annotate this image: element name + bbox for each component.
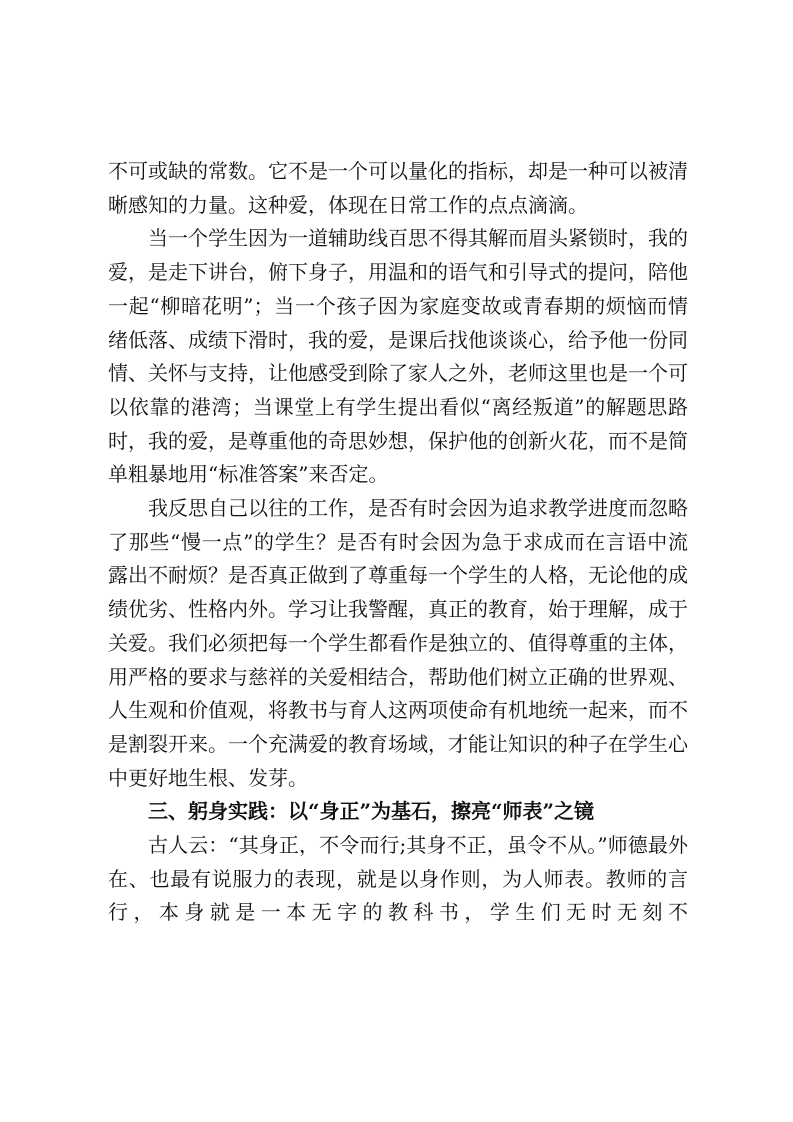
paragraph-ancient-saying: 古人云：“其身正，不令而行;其身不正，虽令不从。”师德最外在、也最有说服力的表现，就是以身作则，为人师表。教师的言行，本身就是一本无字的教科书，学生们无时无刻不: [108, 833, 688, 925]
paragraph-self-reflection: 我反思自己以往的工作，是否有时会因为追求教学进度而忽略了那些“慢一点”的学生？是否有时会因为急于求成而在言语中流露出不耐烦？是否真正做到了尊重每一个学生的人格，无论他的成绩优劣、性格内外。学习让我警醒，真正的教育，始于理解，成于关爱。我们必须把每一个学生都看作是独立的、值得尊重的主体，用严格的要求与慈祥的关爱相结合，帮助他们树立正确的世界观、人生观和价值观，将教书与育人这两项使命有机地统一起来，而不是割裂开来。一个充满爱的教育场域，才能让知识的种子在学生心中更好地生根、发芽。: [108, 496, 688, 790]
paragraph-continuation: 不可或缺的常数。它不是一个可以量化的指标，却是一种可以被清晰感知的力量。这种爱，体现在日常工作的点点滴滴。: [108, 159, 688, 217]
section-heading-3: 三、躬身实践：以“身正”为基石，擦亮“师表”之镜: [148, 799, 595, 824]
document-page: [108, 155, 688, 930]
paragraph-love-in-practice: 当一个学生因为一道辅助线百思不得其解而眉头紧锁时，我的爱，是走下讲台，俯下身子，用温和的语气和引导式的提问，陪他一起“柳暗花明”；当一个孩子因为家庭变故或青春期的烦恼而情绪低落、成绩下滑时，我的爱，是课后找他谈谈心，给予他一份同情、关怀与支持，让他感受到除了家人之外，老师这里也是一个可以依靠的港湾；当课堂上有学生提出看似“离经叛道”的解题思路时，我的爱，是尊重他的奇思妙想，保护他的创新火花，而不是简单粗暴地用“标准答案”来否定。: [108, 226, 688, 487]
